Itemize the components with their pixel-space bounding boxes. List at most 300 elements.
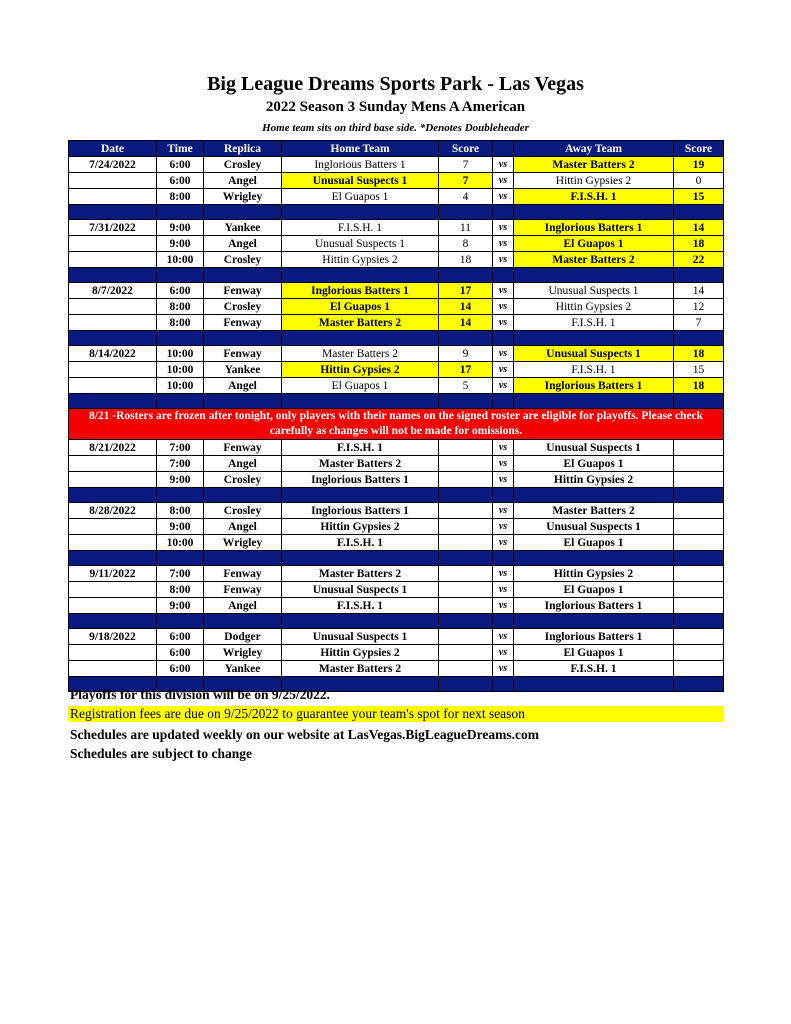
away-score: 22 bbox=[674, 252, 724, 268]
game-date bbox=[69, 378, 157, 394]
spacer-cell bbox=[282, 614, 439, 629]
col-date: Date bbox=[69, 141, 157, 157]
away-team: Hittin Gypsies 2 bbox=[514, 472, 674, 488]
game-date bbox=[69, 661, 157, 677]
doubleheader-note: Home team sits on third base side. *Denotes Doubleheader bbox=[262, 122, 529, 134]
game-time: 7:00 bbox=[157, 440, 204, 456]
spacer-cell bbox=[157, 394, 204, 409]
game-time: 8:00 bbox=[157, 582, 204, 598]
game-field: Crosley bbox=[204, 472, 282, 488]
home-score: 7 bbox=[439, 173, 493, 189]
spacer-cell bbox=[514, 331, 674, 346]
home-score bbox=[439, 566, 493, 582]
table-row bbox=[69, 661, 724, 677]
home-score bbox=[439, 645, 493, 661]
table-row bbox=[69, 299, 724, 315]
spacer-cell bbox=[493, 205, 514, 220]
spacer-cell bbox=[439, 488, 493, 503]
table-row bbox=[69, 189, 724, 205]
spacer-cell bbox=[439, 614, 493, 629]
away-team: Master Batters 2 bbox=[514, 252, 674, 268]
away-score: 0 bbox=[674, 173, 724, 189]
game-date bbox=[69, 598, 157, 614]
away-score: 19 bbox=[674, 157, 724, 173]
away-score bbox=[674, 598, 724, 614]
game-date bbox=[69, 236, 157, 252]
spacer-cell bbox=[493, 394, 514, 409]
vs-label: vs bbox=[493, 378, 514, 394]
page-title: Big League Dreams Sports Park - Las Vegas bbox=[207, 73, 584, 95]
spacer-cell bbox=[493, 331, 514, 346]
spacer-row bbox=[69, 614, 724, 629]
game-time: 6:00 bbox=[157, 661, 204, 677]
spacer-cell bbox=[69, 614, 157, 629]
away-team: Hittin Gypsies 2 bbox=[514, 566, 674, 582]
game-date bbox=[69, 535, 157, 551]
away-score bbox=[674, 582, 724, 598]
home-team: Master Batters 2 bbox=[282, 661, 439, 677]
vs-label: vs bbox=[493, 661, 514, 677]
spacer-cell bbox=[204, 331, 282, 346]
home-score: 14 bbox=[439, 299, 493, 315]
away-score: 7 bbox=[674, 315, 724, 331]
page-subtitle: 2022 Season 3 Sunday Mens A American bbox=[265, 99, 526, 115]
game-field: Angel bbox=[204, 519, 282, 535]
away-score bbox=[674, 519, 724, 535]
away-team: F.I.S.H. 1 bbox=[514, 189, 674, 205]
game-time: 8:00 bbox=[157, 503, 204, 519]
home-team: El Guapos 1 bbox=[282, 189, 439, 205]
col-replica: Replica bbox=[204, 141, 282, 157]
away-score: 14 bbox=[674, 220, 724, 236]
spacer-cell bbox=[439, 268, 493, 283]
spacer-cell bbox=[204, 268, 282, 283]
spacer-cell bbox=[493, 551, 514, 566]
away-team: El Guapos 1 bbox=[514, 236, 674, 252]
spacer-cell bbox=[69, 268, 157, 283]
col-away-team: Away Team bbox=[514, 141, 674, 157]
away-score bbox=[674, 566, 724, 582]
spacer-cell bbox=[157, 268, 204, 283]
home-team: Hittin Gypsies 2 bbox=[282, 252, 439, 268]
roster-notice: 8/21 -Rosters are frozen after tonight, only players with their names on the signed roster are eligible for playoffs. Please check carefully as changes will not be made for omissions. bbox=[69, 409, 724, 440]
vs-label: vs bbox=[493, 440, 514, 456]
home-team: Master Batters 2 bbox=[282, 346, 439, 362]
away-team: El Guapos 1 bbox=[514, 582, 674, 598]
game-time: 8:00 bbox=[157, 299, 204, 315]
spacer-cell bbox=[674, 394, 724, 409]
game-time: 9:00 bbox=[157, 519, 204, 535]
spacer-cell bbox=[157, 488, 204, 503]
table-row bbox=[69, 629, 724, 645]
col-away-score: Score bbox=[674, 141, 724, 157]
home-team: F.I.S.H. 1 bbox=[282, 440, 439, 456]
spacer-cell bbox=[282, 205, 439, 220]
game-date: 8/28/2022 bbox=[69, 503, 157, 519]
vs-label: vs bbox=[493, 189, 514, 205]
spacer-cell bbox=[69, 205, 157, 220]
table-row bbox=[69, 173, 724, 189]
vs-label: vs bbox=[493, 299, 514, 315]
schedule-table bbox=[68, 140, 724, 692]
away-team: Unusual Suspects 1 bbox=[514, 519, 674, 535]
vs-label: vs bbox=[493, 503, 514, 519]
spacer-cell bbox=[439, 677, 493, 692]
game-date: 7/24/2022 bbox=[69, 157, 157, 173]
spacer-cell bbox=[157, 331, 204, 346]
spacer-cell bbox=[674, 205, 724, 220]
table-row bbox=[69, 378, 724, 394]
home-team: Unusual Suspects 1 bbox=[282, 629, 439, 645]
spacer-row bbox=[69, 331, 724, 346]
home-score bbox=[439, 598, 493, 614]
home-score: 11 bbox=[439, 220, 493, 236]
home-score: 4 bbox=[439, 189, 493, 205]
spacer-cell bbox=[674, 331, 724, 346]
home-score bbox=[439, 503, 493, 519]
away-team: Unusual Suspects 1 bbox=[514, 346, 674, 362]
home-score bbox=[439, 629, 493, 645]
spacer-cell bbox=[439, 205, 493, 220]
away-team: Hittin Gypsies 2 bbox=[514, 173, 674, 189]
home-team: Unusual Suspects 1 bbox=[282, 173, 439, 189]
game-date bbox=[69, 315, 157, 331]
game-date bbox=[69, 252, 157, 268]
game-date: 9/18/2022 bbox=[69, 629, 157, 645]
col-time: Time bbox=[157, 141, 204, 157]
away-team: Unusual Suspects 1 bbox=[514, 283, 674, 299]
home-score bbox=[439, 456, 493, 472]
table-row bbox=[69, 645, 724, 661]
table-row bbox=[69, 236, 724, 252]
game-field: Yankee bbox=[204, 362, 282, 378]
away-team: F.I.S.H. 1 bbox=[514, 362, 674, 378]
away-score bbox=[674, 503, 724, 519]
game-time: 6:00 bbox=[157, 629, 204, 645]
game-field: Angel bbox=[204, 598, 282, 614]
away-team: F.I.S.H. 1 bbox=[514, 661, 674, 677]
away-score bbox=[674, 535, 724, 551]
game-time: 10:00 bbox=[157, 252, 204, 268]
spacer-cell bbox=[69, 331, 157, 346]
spacer-cell bbox=[674, 614, 724, 629]
vs-label: vs bbox=[493, 566, 514, 582]
home-team: Master Batters 2 bbox=[282, 566, 439, 582]
vs-label: vs bbox=[493, 236, 514, 252]
spacer-cell bbox=[674, 677, 724, 692]
vs-label: vs bbox=[493, 582, 514, 598]
table-row bbox=[69, 456, 724, 472]
game-field: Fenway bbox=[204, 566, 282, 582]
vs-label: vs bbox=[493, 629, 514, 645]
spacer-cell bbox=[157, 551, 204, 566]
home-team: Unusual Suspects 1 bbox=[282, 582, 439, 598]
vs-label: vs bbox=[493, 535, 514, 551]
home-score bbox=[439, 661, 493, 677]
game-date bbox=[69, 582, 157, 598]
away-score: 15 bbox=[674, 189, 724, 205]
table-row bbox=[69, 535, 724, 551]
playoffs-note: Playoffs for this division will be on 9/25/2022. bbox=[70, 687, 331, 702]
game-field: Fenway bbox=[204, 346, 282, 362]
away-team: Unusual Suspects 1 bbox=[514, 440, 674, 456]
home-score: 14 bbox=[439, 315, 493, 331]
game-field: Fenway bbox=[204, 440, 282, 456]
spacer-cell bbox=[204, 614, 282, 629]
game-time: 10:00 bbox=[157, 362, 204, 378]
away-score: 18 bbox=[674, 346, 724, 362]
col-home-score: Score bbox=[439, 141, 493, 157]
vs-label: vs bbox=[493, 519, 514, 535]
home-score bbox=[439, 472, 493, 488]
table-row bbox=[69, 503, 724, 519]
vs-label: vs bbox=[493, 173, 514, 189]
away-team: El Guapos 1 bbox=[514, 645, 674, 661]
spacer-row bbox=[69, 268, 724, 283]
game-date bbox=[69, 472, 157, 488]
game-field: Fenway bbox=[204, 283, 282, 299]
home-score: 17 bbox=[439, 283, 493, 299]
home-score: 5 bbox=[439, 378, 493, 394]
spacer-cell bbox=[514, 205, 674, 220]
away-score: 12 bbox=[674, 299, 724, 315]
spacer-cell bbox=[204, 488, 282, 503]
home-team: Inglorious Batters 1 bbox=[282, 503, 439, 519]
table-row bbox=[69, 582, 724, 598]
website-note: Schedules are updated weekly on our website at LasVegas.BigLeagueDreams.com bbox=[70, 727, 540, 742]
vs-label: vs bbox=[493, 220, 514, 236]
spacer-row bbox=[69, 551, 724, 566]
spacer-cell bbox=[282, 268, 439, 283]
game-time: 6:00 bbox=[157, 157, 204, 173]
away-score bbox=[674, 645, 724, 661]
spacer-cell bbox=[282, 551, 439, 566]
away-team: Master Batters 2 bbox=[514, 157, 674, 173]
spacer-cell bbox=[493, 614, 514, 629]
vs-label: vs bbox=[493, 346, 514, 362]
game-field: Yankee bbox=[204, 220, 282, 236]
away-score bbox=[674, 456, 724, 472]
game-field: Yankee bbox=[204, 661, 282, 677]
game-date: 8/14/2022 bbox=[69, 346, 157, 362]
spacer-cell bbox=[204, 551, 282, 566]
home-score bbox=[439, 582, 493, 598]
home-team: Hittin Gypsies 2 bbox=[282, 519, 439, 535]
game-date bbox=[69, 519, 157, 535]
spacer-cell bbox=[439, 331, 493, 346]
home-score: 8 bbox=[439, 236, 493, 252]
spacer-cell bbox=[157, 205, 204, 220]
vs-label: vs bbox=[493, 157, 514, 173]
vs-label: vs bbox=[493, 315, 514, 331]
spacer-cell bbox=[514, 488, 674, 503]
game-field: Crosley bbox=[204, 503, 282, 519]
game-field: Dodger bbox=[204, 629, 282, 645]
away-score: 18 bbox=[674, 236, 724, 252]
spacer-row bbox=[69, 394, 724, 409]
spacer-cell bbox=[69, 551, 157, 566]
away-team: Inglorious Batters 1 bbox=[514, 378, 674, 394]
spacer-cell bbox=[157, 614, 204, 629]
table-row bbox=[69, 472, 724, 488]
game-time: 6:00 bbox=[157, 645, 204, 661]
game-time: 6:00 bbox=[157, 283, 204, 299]
home-team: F.I.S.H. 1 bbox=[282, 598, 439, 614]
game-field: Wrigley bbox=[204, 645, 282, 661]
spacer-cell bbox=[514, 677, 674, 692]
home-team: F.I.S.H. 1 bbox=[282, 220, 439, 236]
vs-label: vs bbox=[493, 283, 514, 299]
spacer-cell bbox=[514, 551, 674, 566]
away-team: El Guapos 1 bbox=[514, 456, 674, 472]
away-score bbox=[674, 472, 724, 488]
away-team: Hittin Gypsies 2 bbox=[514, 299, 674, 315]
home-team: Inglorious Batters 1 bbox=[282, 157, 439, 173]
game-date: 8/7/2022 bbox=[69, 283, 157, 299]
spacer-cell bbox=[439, 551, 493, 566]
table-row bbox=[69, 566, 724, 582]
table-row bbox=[69, 440, 724, 456]
game-date bbox=[69, 456, 157, 472]
game-time: 10:00 bbox=[157, 378, 204, 394]
away-team: Inglorious Batters 1 bbox=[514, 220, 674, 236]
spacer-row bbox=[69, 205, 724, 220]
table-row bbox=[69, 519, 724, 535]
table-row bbox=[69, 157, 724, 173]
game-date bbox=[69, 299, 157, 315]
game-time: 7:00 bbox=[157, 456, 204, 472]
spacer-cell bbox=[674, 551, 724, 566]
home-team: Master Batters 2 bbox=[282, 315, 439, 331]
game-field: Fenway bbox=[204, 315, 282, 331]
vs-label: vs bbox=[493, 252, 514, 268]
game-date bbox=[69, 173, 157, 189]
spacer-row bbox=[69, 488, 724, 503]
col-home-team: Home Team bbox=[282, 141, 439, 157]
game-field: Angel bbox=[204, 378, 282, 394]
home-team: Hittin Gypsies 2 bbox=[282, 645, 439, 661]
home-score: 18 bbox=[439, 252, 493, 268]
game-date bbox=[69, 645, 157, 661]
away-team: Inglorious Batters 1 bbox=[514, 629, 674, 645]
home-team: Unusual Suspects 1 bbox=[282, 236, 439, 252]
away-team: El Guapos 1 bbox=[514, 535, 674, 551]
game-field: Crosley bbox=[204, 252, 282, 268]
spacer-cell bbox=[514, 268, 674, 283]
home-team: Inglorious Batters 1 bbox=[282, 283, 439, 299]
away-score bbox=[674, 661, 724, 677]
spacer-cell bbox=[514, 614, 674, 629]
table-header-row bbox=[69, 141, 724, 157]
game-field: Angel bbox=[204, 456, 282, 472]
game-date: 7/31/2022 bbox=[69, 220, 157, 236]
game-time: 9:00 bbox=[157, 220, 204, 236]
game-time: 8:00 bbox=[157, 189, 204, 205]
game-field: Crosley bbox=[204, 299, 282, 315]
vs-label: vs bbox=[493, 598, 514, 614]
game-field: Angel bbox=[204, 173, 282, 189]
home-team: F.I.S.H. 1 bbox=[282, 535, 439, 551]
table-row bbox=[69, 283, 724, 299]
vs-label: vs bbox=[493, 362, 514, 378]
home-score: 7 bbox=[439, 157, 493, 173]
spacer-cell bbox=[493, 677, 514, 692]
game-date bbox=[69, 189, 157, 205]
game-time: 10:00 bbox=[157, 535, 204, 551]
spacer-cell bbox=[282, 394, 439, 409]
spacer-cell bbox=[493, 488, 514, 503]
home-team: El Guapos 1 bbox=[282, 378, 439, 394]
table-row bbox=[69, 220, 724, 236]
home-team: Inglorious Batters 1 bbox=[282, 472, 439, 488]
spacer-cell bbox=[69, 488, 157, 503]
game-field: Wrigley bbox=[204, 189, 282, 205]
away-score: 15 bbox=[674, 362, 724, 378]
table-row bbox=[69, 362, 724, 378]
spacer-cell bbox=[282, 331, 439, 346]
spacer-cell bbox=[674, 268, 724, 283]
home-score bbox=[439, 440, 493, 456]
spacer-cell bbox=[69, 394, 157, 409]
game-date: 8/21/2022 bbox=[69, 440, 157, 456]
away-score bbox=[674, 629, 724, 645]
table-row bbox=[69, 252, 724, 268]
away-team: Master Batters 2 bbox=[514, 503, 674, 519]
game-date bbox=[69, 362, 157, 378]
table-row bbox=[69, 598, 724, 614]
game-time: 10:00 bbox=[157, 346, 204, 362]
vs-label: vs bbox=[493, 472, 514, 488]
game-field: Crosley bbox=[204, 157, 282, 173]
home-team: Hittin Gypsies 2 bbox=[282, 362, 439, 378]
registration-note: Registration fees are due on 9/25/2022 to guarantee your team's spot for next season bbox=[68, 706, 724, 722]
game-time: 9:00 bbox=[157, 472, 204, 488]
away-team: Inglorious Batters 1 bbox=[514, 598, 674, 614]
game-field: Angel bbox=[204, 236, 282, 252]
game-date: 9/11/2022 bbox=[69, 566, 157, 582]
game-time: 9:00 bbox=[157, 598, 204, 614]
away-score: 14 bbox=[674, 283, 724, 299]
roster-notice-row bbox=[69, 409, 724, 440]
spacer-cell bbox=[674, 488, 724, 503]
vs-label: vs bbox=[493, 645, 514, 661]
home-score bbox=[439, 535, 493, 551]
spacer-cell bbox=[439, 394, 493, 409]
away-team: F.I.S.H. 1 bbox=[514, 315, 674, 331]
table-row bbox=[69, 346, 724, 362]
spacer-cell bbox=[204, 394, 282, 409]
change-note: Schedules are subject to change bbox=[70, 746, 252, 761]
table-row bbox=[69, 315, 724, 331]
game-field: Fenway bbox=[204, 582, 282, 598]
game-field: Wrigley bbox=[204, 535, 282, 551]
game-time: 9:00 bbox=[157, 236, 204, 252]
vs-label: vs bbox=[493, 456, 514, 472]
game-time: 7:00 bbox=[157, 566, 204, 582]
col-vs bbox=[493, 141, 514, 157]
game-time: 8:00 bbox=[157, 315, 204, 331]
away-score bbox=[674, 440, 724, 456]
home-team: El Guapos 1 bbox=[282, 299, 439, 315]
spacer-cell bbox=[493, 268, 514, 283]
away-score: 18 bbox=[674, 378, 724, 394]
game-time: 6:00 bbox=[157, 173, 204, 189]
spacer-cell bbox=[514, 394, 674, 409]
spacer-cell bbox=[204, 205, 282, 220]
home-team: Master Batters 2 bbox=[282, 456, 439, 472]
home-score: 9 bbox=[439, 346, 493, 362]
home-score bbox=[439, 519, 493, 535]
